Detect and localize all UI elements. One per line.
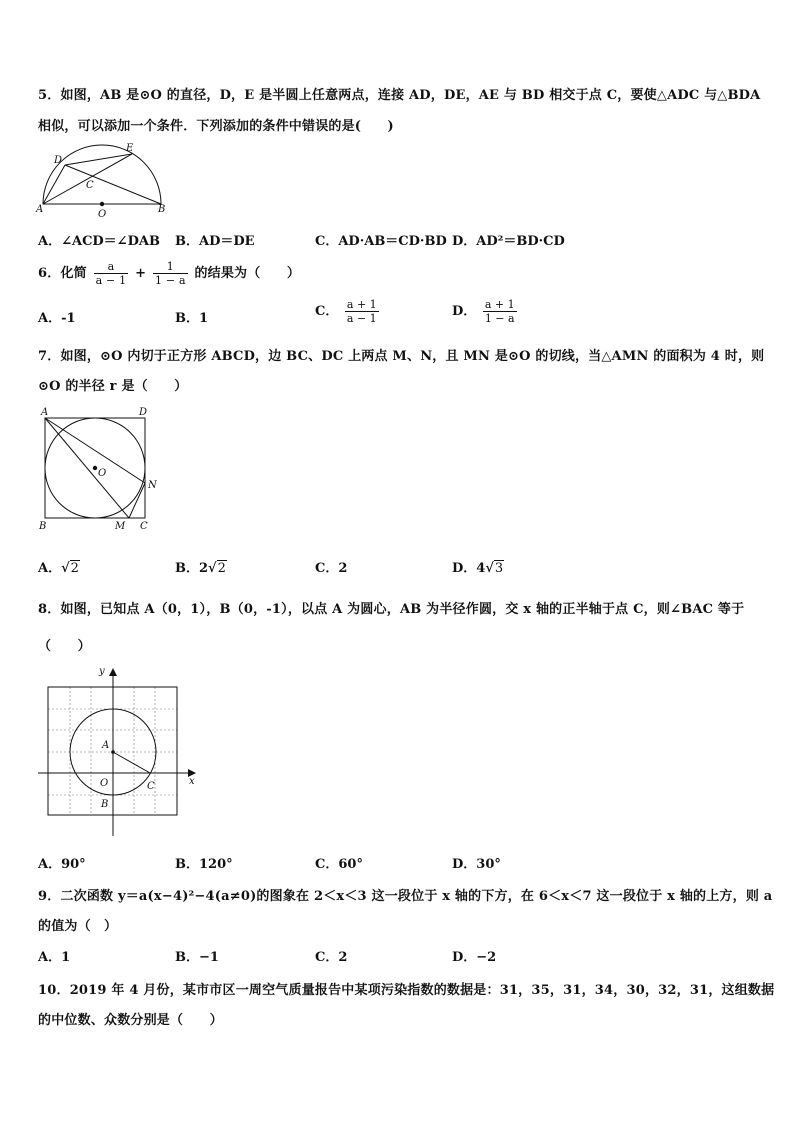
q8-option-a[interactable]: A．90° [38, 857, 86, 872]
q7-label-N: N [148, 480, 157, 491]
q7-option-d[interactable] [452, 557, 504, 576]
q8-figure [36, 662, 206, 840]
q5-option-d[interactable]: D．AD²＝BD·CD [452, 234, 565, 249]
q7-label-A: A [41, 407, 49, 418]
q7-optB-sqrt: √2 [208, 561, 226, 576]
q7-option-b[interactable] [175, 557, 227, 576]
q7-option-c[interactable]: C．2 [315, 561, 348, 576]
q6-fraction-2 [153, 260, 188, 287]
q9-stem-line1: 9．二次函数 y＝a(x−4)²−4(a≠0)的图象在 2＜x＜3 这一段位于 x 轴的下方，在 6＜x＜7 这一段位于 x 轴的上方，则 a [38, 889, 773, 904]
q6-option-c[interactable] [315, 298, 381, 325]
q7-label-B: B [39, 521, 47, 532]
q7-label-O: O [98, 468, 107, 479]
q9-option-b[interactable]: B．−1 [175, 950, 219, 965]
q5-stem-line2: 相似，可以添加一个条件．下列添加的条件中错误的是( ) [38, 119, 394, 134]
q7-label-C: C [140, 521, 148, 532]
q7-stem-line1: 7．如图，⊙O 内切于正方形 ABCD，边 BC、DC 上两点 M、N，且 MN 是⊙O 的切线，当△AMN 的面积为 4 时，则 [38, 349, 765, 364]
q6-optD-fraction [483, 298, 517, 325]
q6-optC-label: C． [315, 304, 339, 319]
q7-option-a[interactable] [38, 557, 80, 576]
q6-option-d[interactable] [452, 298, 519, 325]
q5-figure [36, 140, 176, 218]
q6-option-b[interactable]: B．1 [175, 311, 209, 326]
q6-optC-fraction [345, 298, 379, 325]
q5-stem-line1: 5．如图，AB 是⊙O 的直径，D，E 是半圆上任意两点，连接 AD，DE，AE 与 BD 相交于点 C，要使△ADC 与△BDA [38, 88, 761, 103]
q8-label-A: A [102, 740, 110, 751]
q7-line-AN [45, 418, 145, 483]
q6-option-a[interactable]: A．-1 [38, 311, 76, 326]
q8-stem-line2: （ ） [38, 639, 91, 654]
q8-option-b[interactable]: B．120° [175, 857, 233, 872]
q6-prefix: 6．化简 [38, 266, 87, 281]
q6-optC-num: a + 1 [346, 298, 377, 311]
q8-label-x: x [189, 776, 195, 787]
q5-option-b[interactable]: B．AD＝DE [175, 234, 255, 249]
q6-optD-num: a + 1 [484, 298, 515, 311]
q5-option-a[interactable]: A．∠ACD＝∠DAB [38, 234, 160, 249]
q5-center-point [100, 202, 104, 206]
q8-label-y: y [99, 666, 105, 677]
q6-optC-den: a − 1 [346, 312, 377, 325]
q5-option-c[interactable]: C．AD·AB＝CD·BD [315, 234, 447, 249]
q7-optA-rad: 2 [70, 561, 79, 576]
q9-option-d[interactable]: D．−2 [452, 950, 497, 965]
q8-stem-line1: 8．如图，已知点 A（0，1），B（0，-1），以点 A 为圆心，AB 为半径作圆，交 x 轴的正半轴于点 C，则∠BAC 等于 [38, 602, 745, 617]
q8-line-AC [113, 752, 150, 773]
q7-optD-rad: 3 [494, 561, 504, 576]
q6-plus: + [135, 266, 147, 281]
q7-label-M: M [115, 521, 126, 532]
q7-optA-label: A． [38, 561, 62, 576]
q10-stem-line1: 10．2019 年 4 月份，某市市区一周空气质量报告中某项污染指数的数据是：31，35，31，34，30，32，31，这组数据 [38, 983, 775, 998]
q10-stem-line2: 的中位数、众数分别是（ ） [38, 1013, 223, 1028]
q8-option-d[interactable]: D．30° [452, 857, 501, 872]
q9-stem-line2: 的值为（ ） [38, 919, 118, 934]
q7-line-MN [129, 483, 145, 518]
q6-optD-den: 1 − a [484, 312, 515, 325]
q5-label-D: D [54, 155, 63, 166]
q7-optA-sqrt: √2 [61, 561, 79, 576]
q5-label-B: B [158, 204, 166, 215]
q8-label-C: C [147, 781, 155, 792]
q6-frac2-num: 1 [153, 260, 188, 274]
q5-label-E: E [126, 143, 134, 154]
q7-center-point [93, 466, 97, 470]
q6-suffix: 的结果为（ ） [194, 266, 301, 281]
q7-label-D: D [139, 407, 148, 418]
q8-option-c[interactable]: C．60° [315, 857, 363, 872]
q5-line-DB [65, 165, 161, 204]
q6-frac2-den: 1 − a [154, 274, 186, 287]
q6-stem [38, 260, 300, 287]
q8-point-A [111, 750, 115, 754]
q5-label-C: C [86, 180, 94, 191]
q9-option-c[interactable]: C．2 [315, 950, 348, 965]
q7-optD-label: D．4 [452, 561, 486, 576]
q7-optD-sqrt: √3 [485, 561, 504, 576]
q5-semicircle [43, 145, 161, 204]
q8-label-O: O [100, 778, 109, 789]
q9-option-a[interactable]: A．1 [38, 950, 71, 965]
q5-label-O: O [98, 209, 107, 220]
q7-stem-line2: ⊙O 的半径 r 是（ ） [38, 379, 188, 394]
q7-optB-label: B．2 [175, 561, 209, 576]
q7-line-AM [45, 418, 129, 518]
q6-frac1-num: a [94, 260, 129, 274]
q8-y-arrow [109, 668, 117, 676]
q6-fraction-1 [94, 260, 129, 287]
q6-optD-label: D． [452, 304, 477, 319]
q7-optB-rad: 2 [217, 561, 226, 576]
q5-label-A: A [36, 204, 44, 215]
q6-frac1-den: a − 1 [95, 274, 127, 287]
q7-figure [36, 403, 166, 538]
q8-label-B: B [101, 799, 109, 810]
